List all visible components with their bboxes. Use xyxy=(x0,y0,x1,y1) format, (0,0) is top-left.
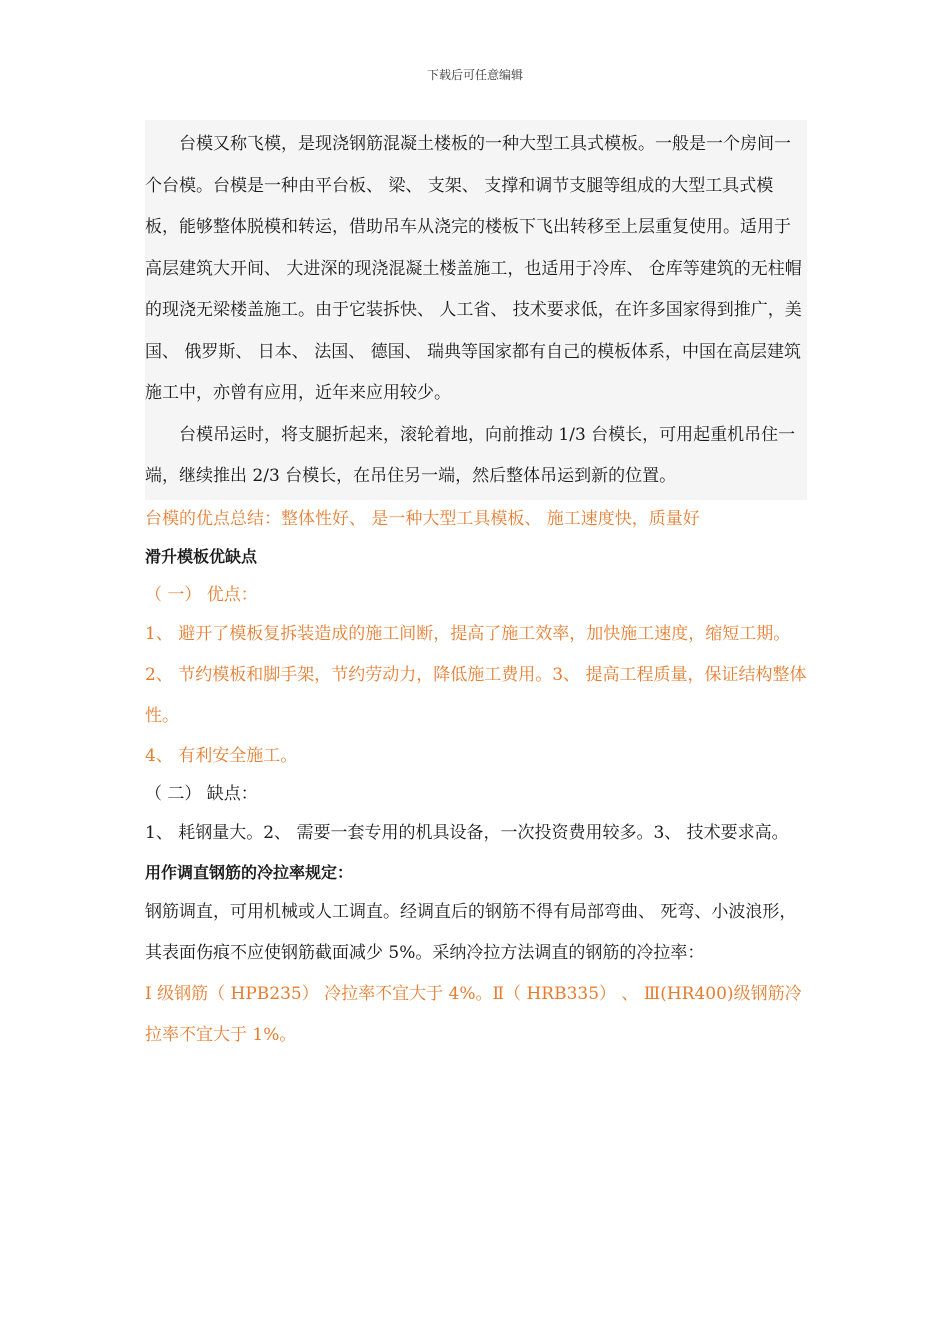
pros-item-2: 2、 节约模板和脚手架，节约劳动力，降低施工费用。3、 提高工程质量，保证结构整体性。 xyxy=(145,664,807,726)
cold-drawing-rule: Ⅰ 级钢筋（ HPB235） 冷拉率不宜大于 4%。Ⅱ（ HRB335） 、 Ⅲ(HR400)级钢筋冷拉率不宜大于 1%。 xyxy=(145,983,802,1045)
page-header: 下载后可任意编辑 xyxy=(426,68,523,82)
shaded-block xyxy=(145,120,807,500)
cons-heading: （ 二） 缺点： xyxy=(145,783,258,804)
section-title-cold-drawing: 用作调直钢筋的冷拉率规定： xyxy=(145,862,354,882)
pros-heading: （ 一） 优点： xyxy=(145,584,258,605)
paragraph-table-mold-hoisting: 台模吊运时，将支腿折起来，滚轮着地，向前推动 1/3 台模长，可用起重机吊住一端，继续推出 2/3 台模长，在吊住另一端，然后整体吊运到新的位置。 xyxy=(145,424,796,486)
paragraph-table-mold-intro: 台模又称飞模，是现浇钢筋混凝土楼板的一种大型工具式模板。一般是一个房间一个台模。台模是一种由平台板、 梁、 支架、 支撑和调节支腿等组成的大型工具式模板，能够整体脱模和转运，借助吊车从浇完的楼板下飞出转移至上层重复使用。适用于高层建筑大开间、 大进深的现浇混凝土楼盖施工，也适用于冷库、 仓库等建筑的无柱帽的现浇无梁楼盖施工。由于它装拆快、 人工省、 技术要求低，在许多国家得到推广，美国、 俄罗斯、 日本、 法国、 德国、 瑞典等国家都有自己的模板体系，中国在高层建筑施工中，亦曾有应用，近年来应用较少。 xyxy=(145,134,802,403)
pros-item-1: 1、 避开了模板复拆装造成的施工间断，提高了施工效率，加快施工速度，缩短工期。 xyxy=(145,623,791,644)
section-title-slipform: 滑升模板优缺点 xyxy=(145,546,258,566)
pros-item-3: 4、 有利安全施工。 xyxy=(145,745,298,766)
document-body xyxy=(145,120,807,1056)
summary-line: 台模的优点总结：整体性好、 是一种大型工具模板、 施工速度快，质量好 xyxy=(145,508,700,529)
paragraph-steel-straightening: 钢筋调直，可用机械或人工调直。经调直后的钢筋不得有局部弯曲、 死弯、小波浪形，其表面伤痕不应使钢筋截面减少 5%。采纳冷拉方法调直的钢筋的冷拉率： xyxy=(145,901,797,963)
cons-item: 1、 耗钢量大。2、 需要一套专用的机具设备，一次投资费用较多。3、 技术要求高。 xyxy=(145,822,789,843)
